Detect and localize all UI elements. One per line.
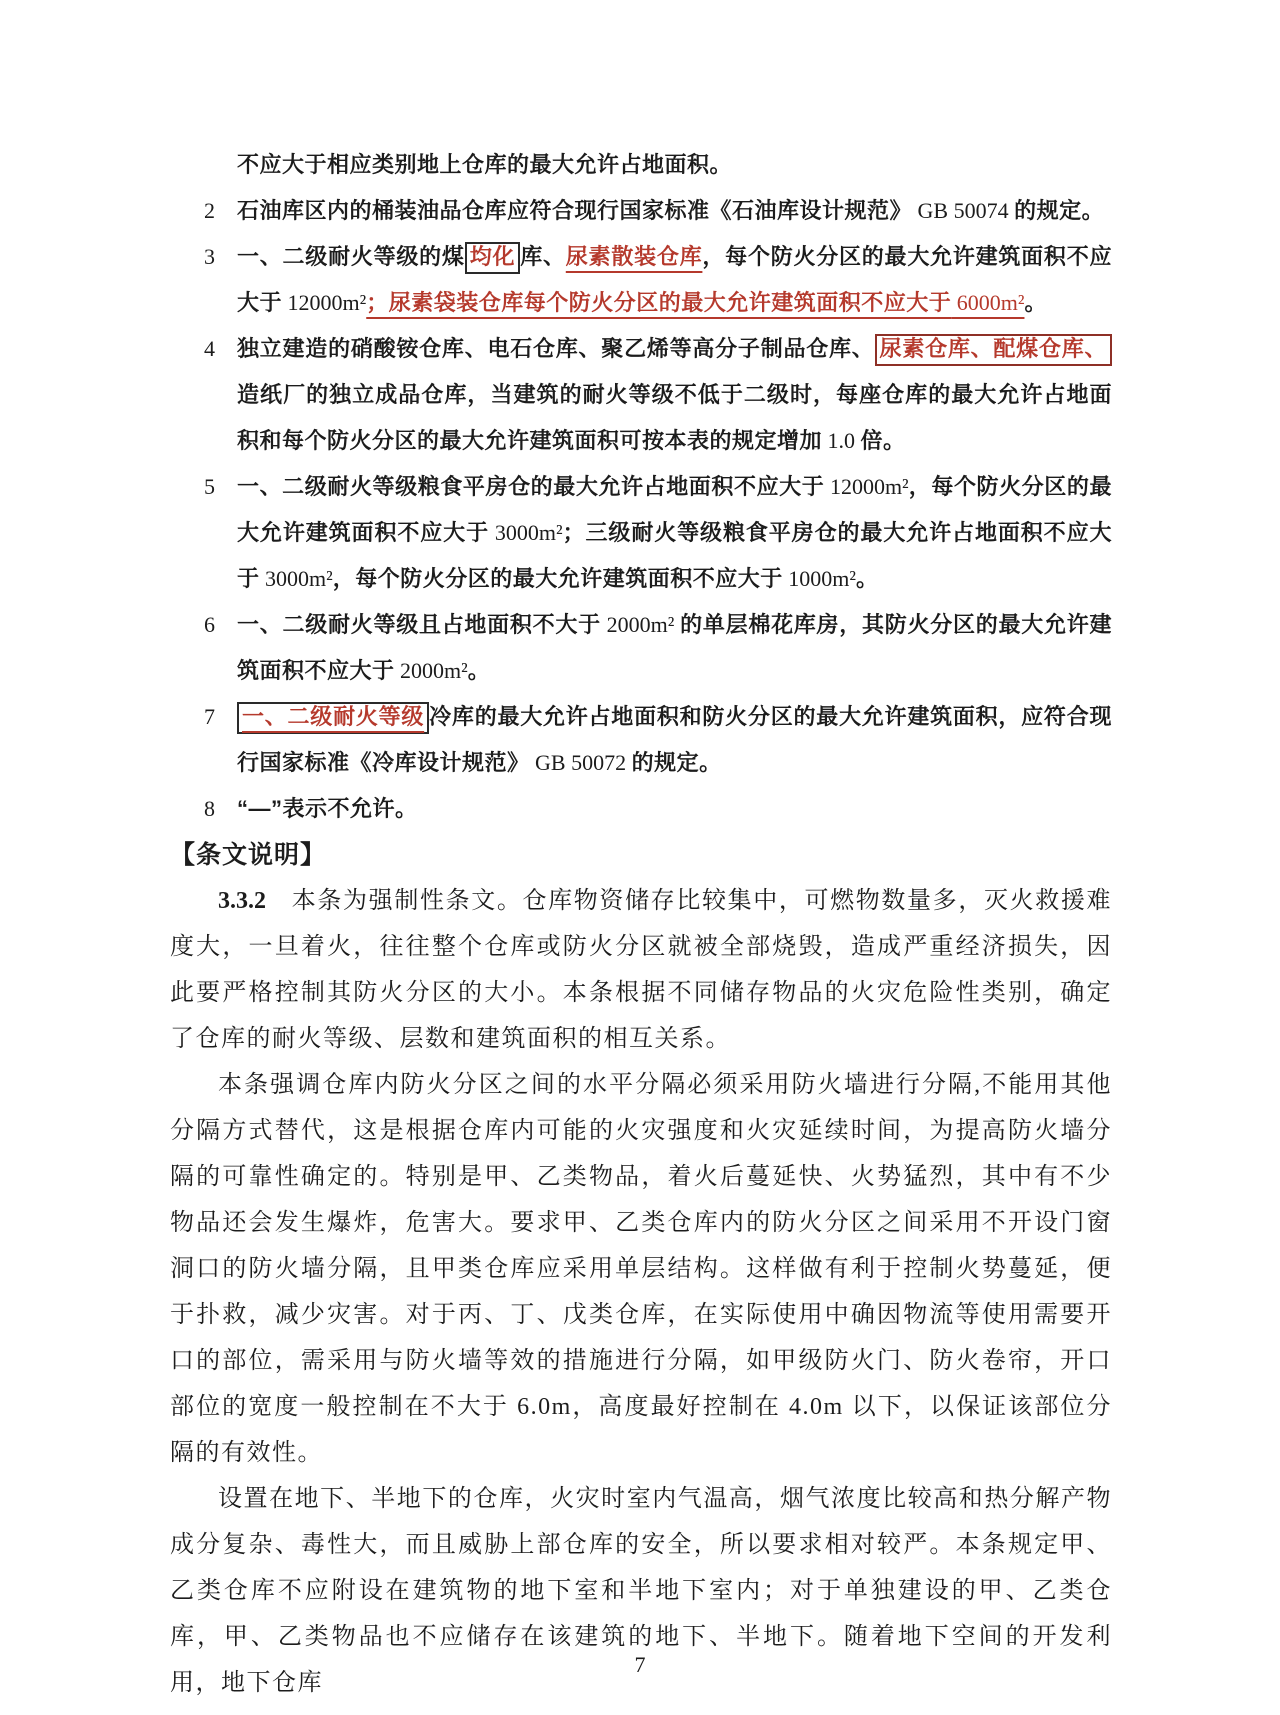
text-segment: 尿素仓库、配煤仓库、: [875, 334, 1112, 366]
text-segment: 3000m²: [488, 520, 563, 545]
page-number: 7: [634, 1652, 646, 1677]
text-segment: 均化: [465, 242, 521, 274]
note-number: 2: [204, 198, 216, 223]
note-item: [170, 234, 1112, 326]
text-segment: 一、二级耐火等级粮食平房仓的最大允许占地面积不应大于: [237, 474, 825, 499]
text-segment: 独立建造的硝酸铵仓库、电石仓库、聚乙烯等高分子制品仓库、: [237, 336, 875, 361]
notes-list: [170, 142, 1112, 832]
text-segment: 的规定。: [631, 750, 722, 775]
text-segment: 一、二级耐火等级的煤: [237, 244, 465, 269]
note-item: [170, 694, 1112, 786]
note-item: [170, 786, 1112, 832]
text-segment: 。: [855, 566, 879, 591]
text-segment: ；尿素袋装仓库每个防火分区的最大允许建筑面积不应大于: [366, 290, 952, 315]
text-segment: 倍。: [860, 428, 906, 453]
note-text: 不应大于相应类别地上仓库的最大允许占地面积。: [237, 152, 733, 177]
text-segment: 的单层棉花库房，其防火分区的最大允许建筑面积不应大于: [237, 612, 1112, 683]
paragraph: [170, 1062, 1112, 1476]
note-item: [170, 326, 1112, 464]
text-segment: 。: [1024, 290, 1047, 315]
page-content: [170, 142, 1112, 1706]
note-number: 8: [204, 796, 216, 821]
paragraph: [170, 878, 1112, 1062]
text-segment: 1000m²: [782, 566, 856, 591]
commentary-heading: 【条文说明】: [170, 841, 327, 869]
note-item: [170, 464, 1112, 602]
note-text: [237, 612, 1112, 683]
text-segment: GB 50072: [529, 750, 632, 775]
text-segment: ，每个防火分区的最大允许建筑面积不应大于: [332, 566, 783, 591]
text-segment: 2000m²: [600, 612, 681, 637]
text-segment: 冷库的最大允许占地面积和防火分区的最大允许建筑面积，应符合现行国家标准《冷库设计规范》: [237, 704, 1112, 775]
note-text: [237, 796, 418, 821]
text-segment: 设置在地下、半地下的仓库，火灾时室内气温高，烟气浓度比较高和热分解产物成分复杂、毒性大，而且威胁上部仓库的安全，所以要求相对较严。本条规定甲、乙类仓库不应附设在建筑物的地下室和半地下室内；对于单独建设的甲、乙类仓库，甲、乙类物品也不应储存在该建筑的地下、半地下。随着地下空间的开发利用，地下仓库: [170, 1486, 1112, 1696]
note-number: 5: [204, 474, 216, 499]
text-segment: 12000m²: [824, 474, 909, 499]
text-segment: 一、二级耐火等级且占地面积不大于: [237, 612, 601, 637]
text-segment: 3000m²: [259, 566, 333, 591]
note-number: 3: [204, 244, 216, 269]
text-segment: GB 50074: [912, 198, 1015, 223]
note-number: 6: [204, 612, 216, 637]
text-segment: 3.3.2: [218, 888, 266, 914]
text-segment: 一、二级耐火等级: [237, 702, 429, 734]
text-segment: ，每个防火分区的最大允许建筑面积不应大于: [237, 474, 1112, 545]
text-segment: 尿素散装仓库: [565, 244, 703, 269]
note-continuation-line: [170, 142, 1112, 188]
text-segment: 6000m²: [951, 290, 1025, 315]
text-segment: 2000m²: [394, 658, 468, 683]
text-segment: 的规定。: [1014, 198, 1105, 223]
note-text: [237, 334, 1112, 453]
note-text: [237, 242, 1112, 315]
note-number: 7: [204, 704, 216, 729]
text-segment: 本条为强制性条文。仓库物资储存比较集中，可燃物数量多，灭火救援难度大，一旦着火，往往整个仓库或防火分区就被全部烧毁，造成严重经济损失，因此要严格控制其防火分区的大小。本条根据不同储存物品的火灾危险性类别，确定了仓库的耐火等级、层数和建筑面积的相互关系。: [170, 888, 1112, 1052]
text-segment: 石油库区内的桶装油品仓库应符合现行国家标准《石油库设计规范》: [237, 198, 913, 223]
text-segment: 库、: [520, 244, 566, 269]
text-segment: 12000m²: [282, 290, 367, 315]
text-segment: ，每个防火分区的最大允许建筑面积不应大于: [237, 244, 1112, 315]
text-segment: ；三级耐火等级粮食平房仓的最大允许占地面积不应大于: [237, 520, 1112, 591]
text-segment: “—”表示不允许。: [237, 796, 418, 821]
text-segment: 。: [467, 658, 491, 683]
note-text: [237, 702, 1112, 775]
note-text: [237, 474, 1112, 591]
text-segment: 1.0: [822, 428, 861, 453]
text-segment: 本条强调仓库内防火分区之间的水平分隔必须采用防火墙进行分隔,不能用其他分隔方式替代，这是根据仓库内可能的火灾强度和火灾延续时间，为提高防火墙分隔的可靠性确定的。特别是甲、乙类物品，着火后蔓延快、火势猛烈，其中有不少物品还会发生爆炸，危害大。要求甲、乙类仓库内的防火分区之间采用不开设门窗洞口的防火墙分隔，且甲类仓库应采用单层结构。这样做有利于控制火势蔓延，便于扑救，减少灾害。对于丙、丁、戊类仓库，在实际使用中确因物流等使用需要开口的部位，需采用与防火墙等效的措施进行分隔，如甲级防火门、防火卷帘，开口部位的宽度一般控制在不大于 6.0m，高度最好控制在 4.0m 以下，以保证该部位分隔的有效性。: [170, 1072, 1112, 1466]
commentary-paragraphs: [170, 878, 1112, 1706]
text-segment: 造纸厂的独立成品仓库，当建筑的耐火等级不低于二级时，每座仓库的最大允许占地面积和每个防火分区的最大允许建筑面积可按本表的规定增加: [237, 382, 1112, 453]
note-item: [170, 602, 1112, 694]
note-text: [237, 198, 1104, 223]
note-item: [170, 188, 1112, 234]
note-number: 4: [204, 336, 216, 361]
